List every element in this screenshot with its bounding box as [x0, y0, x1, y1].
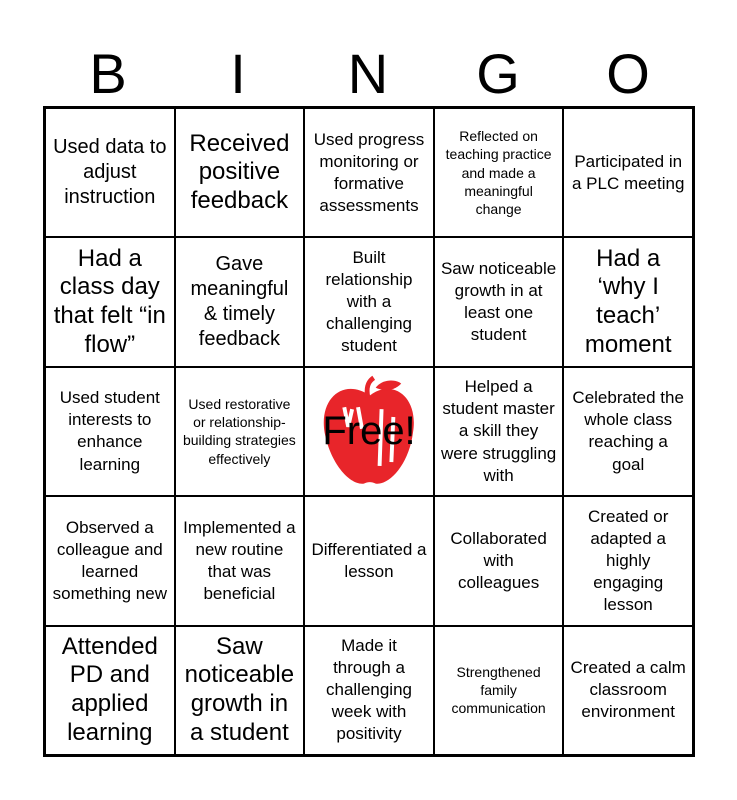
cell-text: Differentiated a lesson [311, 539, 427, 581]
bingo-cell[interactable] [304, 237, 434, 366]
cell-text: Saw noticeable growth in a student [184, 632, 295, 747]
cell-text: Used student interests to enhance learning [59, 388, 160, 474]
bingo-cell[interactable] [45, 237, 175, 366]
cell-text: Created a calm classroom environment [570, 658, 686, 722]
bingo-cell[interactable] [175, 367, 305, 496]
bingo-cell[interactable] [304, 496, 434, 625]
free-space-cell[interactable] [304, 367, 434, 496]
bingo-cell[interactable] [175, 237, 305, 366]
cell-text: Strengthened family communication [451, 664, 546, 717]
cell-text: Received positive feedback [189, 129, 290, 215]
header-letter-g: G [476, 41, 520, 105]
cell-text: Attended PD and applied learning [61, 632, 158, 747]
bingo-cell[interactable] [434, 367, 564, 496]
cell-text: Helped a student master a skill they were struggling with [440, 377, 557, 485]
bingo-header [43, 40, 693, 106]
cell-text: Celebrated the whole class reaching a goal [572, 388, 684, 474]
free-space-label: Free! [322, 409, 416, 454]
bingo-cell[interactable] [563, 496, 693, 625]
cell-text: Used restorative or relationship-building strategies effectively [182, 396, 296, 467]
bingo-cell[interactable] [563, 108, 693, 237]
cell-text: Gave meaningful & timely feedback [190, 253, 289, 351]
bingo-cell[interactable] [175, 496, 305, 625]
header-letter-o: O [606, 41, 650, 105]
bingo-cell[interactable] [304, 108, 434, 237]
cell-text: Observed a colleague and learned something new [52, 517, 167, 603]
cell-text: Implemented a new routine that was beneficial [183, 517, 296, 603]
bingo-cell[interactable] [434, 496, 564, 625]
cell-text: Collaborated with colleagues [450, 528, 547, 592]
bingo-cell[interactable] [175, 108, 305, 237]
bingo-cell[interactable] [175, 626, 305, 755]
bingo-cell[interactable] [563, 237, 693, 366]
bingo-cell[interactable] [45, 496, 175, 625]
bingo-cell[interactable] [563, 367, 693, 496]
header-letter-n: N [347, 41, 389, 105]
cell-text: Used data to adjust instruction [53, 136, 167, 209]
cell-text: Had a class day that felt “in flow” [53, 244, 166, 358]
cell-text: Saw noticeable growth in at least one student [440, 258, 557, 345]
cell-text: Used progress monitoring or formative assessments [313, 129, 425, 215]
bingo-grid [43, 106, 695, 757]
bingo-cell[interactable] [434, 108, 564, 237]
cell-text: Made it through a challenging week with positivity [325, 636, 412, 744]
cell-text: Reflected on teaching practice and made a meaningful change [445, 128, 552, 217]
bingo-cell[interactable] [45, 626, 175, 755]
bingo-cell[interactable] [434, 626, 564, 755]
cell-text: Participated in a PLC meeting [571, 151, 685, 193]
header-letter-b: B [89, 41, 127, 105]
bingo-cell[interactable] [434, 237, 564, 366]
cell-text: Built relationship with a challenging student [325, 247, 413, 356]
cell-text: Had a ‘why I teach’ moment [584, 244, 672, 358]
bingo-cell[interactable] [563, 626, 693, 755]
header-letter-i: I [230, 41, 246, 105]
bingo-cell[interactable] [45, 108, 175, 237]
bingo-cell[interactable] [304, 626, 434, 755]
cell-text: Created or adapted a highly engaging lesson [588, 506, 669, 615]
bingo-cell[interactable] [45, 367, 175, 496]
